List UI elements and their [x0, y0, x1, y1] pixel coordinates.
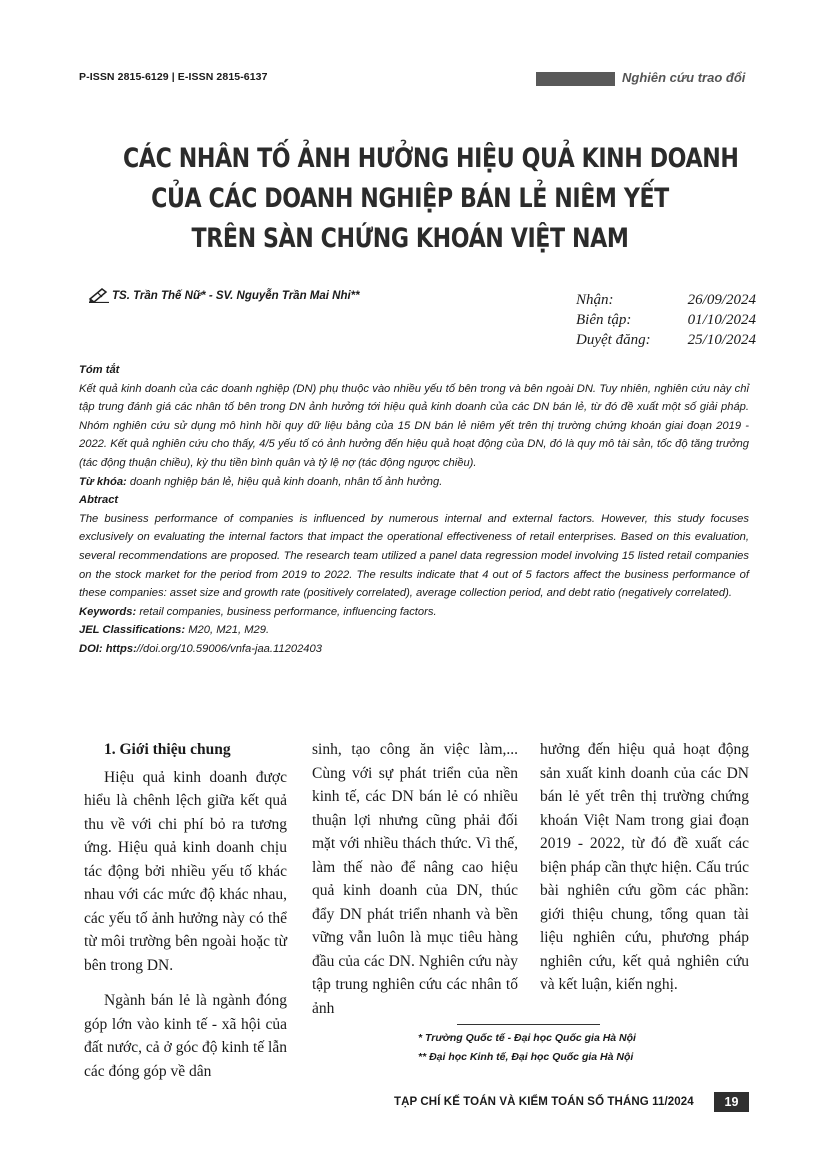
doi	[79, 640, 749, 659]
section-heading: 1. Giới thiệu chung	[104, 741, 231, 758]
footnote: * Trường Quốc tế - Đại học Quốc gia Hà Nội	[418, 1032, 636, 1044]
en-keywords-text: retail companies, business performance, influencing factors.	[139, 605, 437, 618]
page-number: 19	[714, 1092, 749, 1112]
section-band	[536, 72, 615, 86]
title-line-1: CÁC NHÂN TỐ ẢNH HƯỞNG HIỆU QUẢ KINH DOANH	[123, 143, 739, 174]
abstract-block	[79, 361, 749, 659]
title-line-2: CỦA CÁC DOANH NGHIỆP BÁN LẺ NIÊM YẾT	[151, 183, 669, 214]
paragraph: sinh, tạo công ăn việc làm,... Cùng với sự phát triển của nền kinh tế, các DN bán lẻ có nhiều thuận lợi nhưng cũng phải đối mặt với nhiều thách thức. Vì thế, làm thế nào để nâng cao hiệu quả kinh doanh của DN, thúc đẩy DN phát triển nhanh và bền vững vẫn luôn là mục tiêu hàng đầu của các DN. Nghiên cứu này tập trung nghiên cứu các nhân tố ảnh	[312, 741, 518, 1017]
body-column-2	[312, 738, 518, 1020]
paragraph: Ngành bán lẻ là ngành đóng góp lớn vào kinh tế - xã hội của đất nước, cả ở góc độ kinh tế lẫn các đóng góp về dân	[84, 992, 287, 1080]
date-row	[576, 310, 756, 330]
en-keywords-label: Keywords:	[79, 605, 137, 618]
doi-text: //doi.org/10.59006/vnfa-jaa.11202403	[136, 642, 322, 655]
date-label: Biên tập:	[576, 312, 632, 328]
body-column-3	[540, 738, 749, 997]
jel-classifications	[79, 621, 749, 640]
issn-line: P-ISSN 2815-6129 | E-ISSN 2815-6137	[79, 71, 268, 83]
vi-abstract-heading: Tóm tắt	[79, 364, 120, 376]
pen-icon	[88, 287, 110, 303]
footnotes	[418, 1029, 678, 1067]
jel-label: JEL Classifications:	[79, 624, 186, 637]
en-abstract-text: The business performance of companies is influenced by numerous internal and external factors. However, this study focuses exclusively on evaluating the internal factors that impact the operational effectiveness of retail enterprises. Based on this evaluation, several recommendations are proposed. The research team utilized a panel data regression model involving 15 listed retail companies on the stock market for the period from 2019 to 2022. The results indicate that 4 out of 5 factors affect the business performance of these companies: asset size and growth rate (positively correlated), average collection period, and debt ratio (negatively correlated).	[79, 512, 749, 600]
authors: TS. Trần Thế Nữ* - SV. Nguyễn Trần Mai Nhi**	[112, 290, 360, 302]
en-keywords	[79, 603, 749, 622]
vi-keywords-text: doanh nghiệp bán lẻ, hiệu quả kinh doanh, nhân tố ảnh hưởng.	[129, 475, 443, 488]
vi-abstract-text: Kết quả kinh doanh của các doanh nghiệp (DN) phụ thuộc vào nhiều yếu tố bên trong và bên ngoài DN. Tuy nhiên, nghiên cứu này chỉ tập trung đánh giá các nhân tố bên trong DN ảnh hưởng tới hiệu quả kinh doanh của các DN bán lẻ, từ đó đề xuất một số giải pháp. Nhóm nghiên cứu sử dụng mô hình hồi quy dữ liệu bảng của 15 DN bán lẻ niêm yết trên thị trường chứng khoán giai đoạn 2019 - 2022. Kết quả nghiên cứu cho thấy, 4/5 yếu tố có ảnh hưởng đến hiệu quả hoạt động của DN, đó là quy mô tài sản, tốc độ tăng trưởng (tác động thuận chiều), kỳ thu tiền bình quân và tỷ lệ nợ (tác động ngược chiều).	[79, 382, 749, 469]
date-value: 26/09/2024	[687, 292, 756, 308]
submission-dates	[576, 290, 756, 350]
jel-text: M20, M21, M29.	[188, 624, 270, 637]
vi-keywords-label: Từ khóa:	[79, 475, 127, 488]
footnote-divider	[457, 1024, 600, 1025]
vi-keywords	[79, 473, 749, 492]
section-label: Nghiên cứu trao đổi	[622, 70, 746, 85]
date-label: Duyệt đăng:	[576, 332, 651, 348]
paragraph: hưởng đến hiệu quả hoạt động sản xuất kinh doanh của các DN bán lẻ yết trên thị trường chứng khoán Việt Nam trong giai đoạn 2019 - 2022, từ đó đề xuất các biện pháp cần thực hiện. Cấu trúc bài nghiên cứu gồm các phần: giới thiệu chung, tổng quan tài liệu nghiên cứu, phương pháp nghiên cứu, kết quả nghiên cứu và kết luận, kiến nghị.	[540, 741, 749, 993]
date-row	[576, 330, 756, 350]
date-row	[576, 290, 756, 310]
date-value: 25/10/2024	[687, 332, 756, 348]
body-column-1	[84, 738, 287, 1083]
date-value: 01/10/2024	[687, 312, 756, 328]
footnote: ** Đại học Kinh tế, Đại học Quốc gia Hà Nội	[418, 1051, 634, 1063]
en-abstract-heading: Abtract	[79, 494, 119, 507]
date-label: Nhận:	[576, 292, 614, 308]
journal-footer: TẠP CHÍ KẾ TOÁN VÀ KIỂM TOÁN SỐ THÁNG 11/2024	[394, 1096, 694, 1108]
paragraph: Hiệu quả kinh doanh được hiểu là chênh lệch giữa kết quả thu về với chi phí bỏ ra tương ứng. Hiệu quả kinh doanh chịu tác động bởi nhiều yếu tố khác nhau với các mức độ khác nhau, các yếu tố ảnh hưởng này có thể từ môi trường bên ngoài hoặc từ bên trong DN.	[84, 768, 287, 974]
title-line-3: TRÊN SÀN CHỨNG KHOÁN VIỆT NAM	[191, 223, 629, 254]
article-title	[123, 139, 739, 259]
doi-label: DOI: https:	[79, 642, 137, 655]
